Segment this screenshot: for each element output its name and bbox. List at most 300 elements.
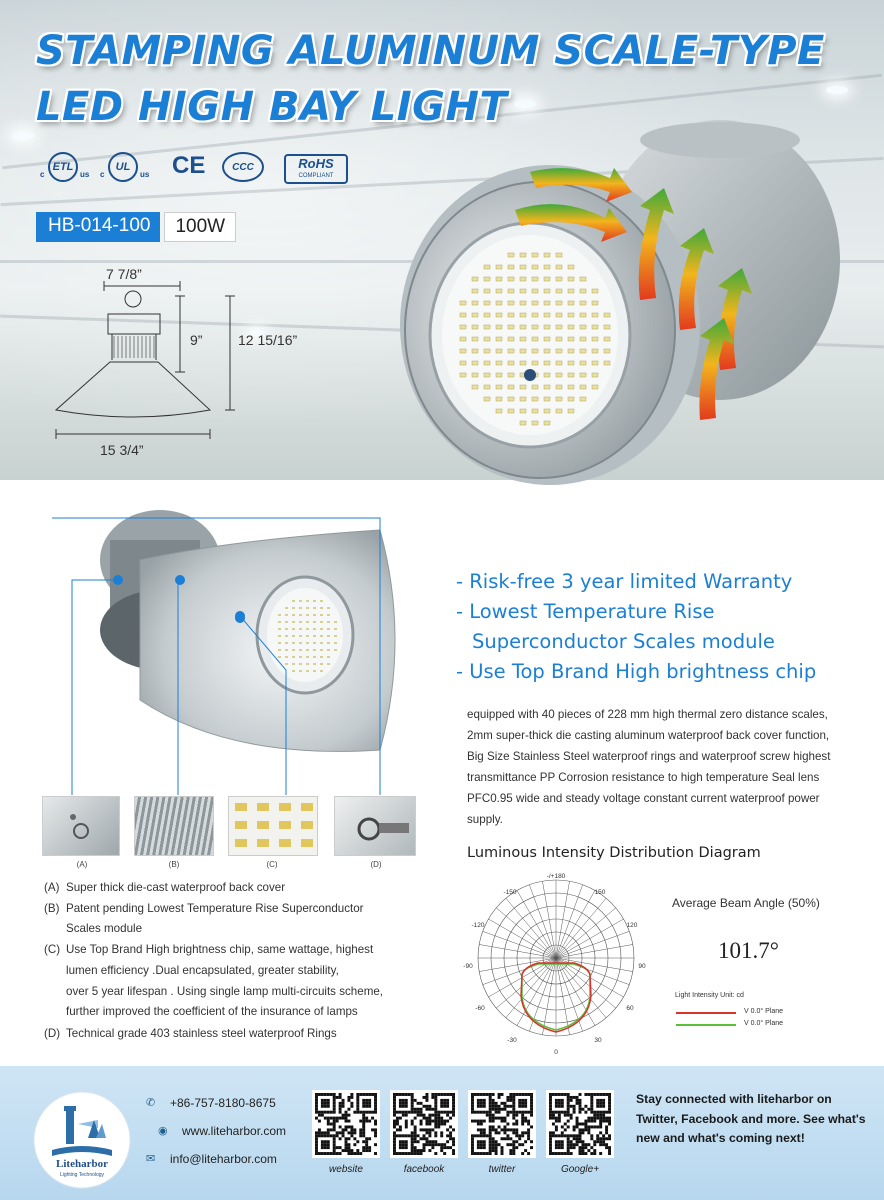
- qr-module: [471, 1152, 474, 1155]
- qr-module: [449, 1117, 452, 1120]
- contact-website[interactable]: www.liteharbor.com: [182, 1124, 287, 1138]
- qr-module: [327, 1131, 330, 1134]
- led-chip: [508, 385, 514, 389]
- qr-module: [570, 1105, 573, 1108]
- qr-module: [339, 1105, 342, 1108]
- hero-banner: [0, 0, 884, 480]
- qr-module: [530, 1111, 533, 1114]
- qr-module: [428, 1128, 431, 1131]
- qr-module: [561, 1146, 564, 1149]
- thumbnail-label-b: (B): [168, 860, 180, 869]
- led-chip: [592, 289, 598, 293]
- qr-module: [506, 1096, 509, 1099]
- qr-module: [530, 1096, 533, 1099]
- qr-module: [552, 1123, 555, 1126]
- qr-module: [558, 1120, 561, 1123]
- qr-module: [399, 1140, 402, 1143]
- qr-module: [549, 1149, 552, 1152]
- qr-module: [605, 1117, 608, 1120]
- qr-module: [425, 1131, 428, 1134]
- qr-module: [587, 1120, 590, 1123]
- qr-module: [327, 1111, 330, 1114]
- thumbnail-c: [228, 796, 318, 856]
- qr-module: [330, 1123, 333, 1126]
- qr-module: [333, 1143, 336, 1146]
- qr-module: [495, 1111, 498, 1114]
- qr-module: [356, 1149, 359, 1152]
- led-chip: [472, 313, 478, 317]
- qr-module: [330, 1093, 333, 1096]
- qr-module: [512, 1131, 515, 1134]
- qr-module: [417, 1108, 420, 1111]
- intensity-unit-label: Light Intensity Unit: cd: [675, 992, 744, 999]
- qr-module: [558, 1143, 561, 1146]
- led-chip: [556, 373, 562, 377]
- qr-module: [549, 1117, 552, 1120]
- qr-module: [483, 1111, 486, 1114]
- led-chip: [568, 409, 574, 413]
- qr-module: [399, 1146, 402, 1149]
- qr-module: [593, 1140, 596, 1143]
- qr-module: [567, 1152, 570, 1155]
- qr-module: [506, 1111, 509, 1114]
- qr-module: [434, 1105, 437, 1108]
- qr-module: [362, 1128, 365, 1131]
- qr-module: [495, 1105, 498, 1108]
- qr-module: [608, 1134, 611, 1137]
- led-chip: [580, 397, 586, 401]
- qr-module: [339, 1102, 342, 1105]
- chip-thumb: [279, 821, 291, 829]
- qr-module: [506, 1143, 509, 1146]
- qr-module: [342, 1131, 345, 1134]
- qr-facebook[interactable]: [390, 1090, 458, 1158]
- qr-module: [359, 1111, 362, 1114]
- spec-d: (D) Technical grade 403 stainless steel waterproof Rings: [44, 1027, 337, 1040]
- led-chip: [532, 337, 538, 341]
- qr-module: [587, 1125, 590, 1128]
- qr-module: [440, 1117, 443, 1120]
- svg-text:-150: -150: [503, 889, 517, 896]
- qr-module: [318, 1152, 321, 1155]
- qr-module: [489, 1093, 492, 1096]
- qr-module: [399, 1117, 402, 1120]
- qr-module: [321, 1146, 324, 1149]
- qr-module: [509, 1105, 512, 1108]
- qr-module: [408, 1134, 411, 1137]
- qr-module: [333, 1128, 336, 1131]
- qr-module: [608, 1093, 611, 1096]
- qr-module: [411, 1099, 414, 1102]
- qr-module: [440, 1146, 443, 1149]
- contact-phone: +86-757-8180-8675: [170, 1096, 276, 1110]
- led-chip: [556, 289, 562, 293]
- qr-module: [549, 1143, 552, 1146]
- led-chip: [460, 349, 466, 353]
- led-chip: [484, 397, 490, 401]
- qr-module: [549, 1137, 552, 1140]
- qr-module: [471, 1096, 474, 1099]
- qr-module: [434, 1114, 437, 1117]
- qr-module: [414, 1140, 417, 1143]
- qr-module: [443, 1123, 446, 1126]
- qr-module: [315, 1102, 318, 1105]
- qr-module: [584, 1152, 587, 1155]
- qr-module: [552, 1093, 555, 1096]
- qr-module: [365, 1149, 368, 1152]
- qr-module: [414, 1131, 417, 1134]
- qr-module: [501, 1108, 504, 1111]
- ul-cert-icon: c UL us: [100, 152, 158, 186]
- qr-module: [503, 1128, 506, 1131]
- qr-module: [570, 1152, 573, 1155]
- qr-module: [501, 1128, 504, 1131]
- qr-module: [425, 1140, 428, 1143]
- qr-module: [434, 1099, 437, 1102]
- qr-module: [374, 1128, 377, 1131]
- qr-module: [590, 1137, 593, 1140]
- qr-module: [518, 1111, 521, 1114]
- qr-module: [527, 1093, 530, 1096]
- led-chip: [496, 373, 502, 377]
- qr-module: [414, 1146, 417, 1149]
- qr-module: [411, 1152, 414, 1155]
- qr-module: [353, 1152, 356, 1155]
- qr-module: [593, 1143, 596, 1146]
- led-chip: [556, 265, 562, 269]
- qr-module: [425, 1123, 428, 1126]
- svg-text:-30: -30: [507, 1037, 517, 1044]
- qr-module: [581, 1149, 584, 1152]
- qr-module: [599, 1143, 602, 1146]
- qr-module: [576, 1099, 579, 1102]
- led-chip: [484, 373, 490, 377]
- led-chip: [604, 361, 610, 365]
- qr-module: [362, 1149, 365, 1152]
- qr-module: [495, 1128, 498, 1131]
- spec-c: (C) Use Top Brand High brightness chip, same wattage, highest: [44, 943, 374, 956]
- qr-module: [605, 1125, 608, 1128]
- qr-module: [608, 1123, 611, 1126]
- qr-module: [483, 1140, 486, 1143]
- svg-text:-/+180: -/+180: [546, 873, 566, 880]
- qr-module: [333, 1108, 336, 1111]
- qr-module: [350, 1128, 353, 1131]
- qr-module: [524, 1149, 527, 1152]
- qr-module: [420, 1111, 423, 1114]
- qr-module: [393, 1102, 396, 1105]
- qr-module: [327, 1099, 330, 1102]
- qr-module: [393, 1114, 396, 1117]
- qr-module: [345, 1143, 348, 1146]
- qr-module: [417, 1114, 420, 1117]
- qr-module: [405, 1102, 408, 1105]
- led-chip: [592, 373, 598, 377]
- qr-module: [396, 1134, 399, 1137]
- led-chip: [568, 325, 574, 329]
- qr-module: [393, 1149, 396, 1152]
- qr-module: [393, 1137, 396, 1140]
- dim-total-height: 12 15/16”: [238, 332, 298, 348]
- qr-module: [405, 1146, 408, 1149]
- qr-twitter[interactable]: [468, 1090, 536, 1158]
- svg-text:0: 0: [554, 1049, 558, 1056]
- led-chip: [508, 313, 514, 317]
- qr-module: [503, 1108, 506, 1111]
- qr-module: [515, 1093, 518, 1096]
- qr-module: [549, 1096, 552, 1099]
- qr-module: [399, 1093, 402, 1096]
- qr-module: [509, 1111, 512, 1114]
- qr-module: [431, 1140, 434, 1143]
- qr-module: [515, 1123, 518, 1126]
- led-chip: [556, 361, 562, 365]
- qr-module: [333, 1125, 336, 1128]
- qr-module: [605, 1128, 608, 1131]
- qr-module: [549, 1134, 552, 1137]
- qr-module: [495, 1143, 498, 1146]
- svg-text:-120: -120: [471, 922, 485, 929]
- qr-module: [555, 1117, 558, 1120]
- qr-module: [428, 1108, 431, 1111]
- qr-module: [474, 1111, 477, 1114]
- qr-module: [339, 1137, 342, 1140]
- qr-module: [596, 1105, 599, 1108]
- qr-module: [471, 1140, 474, 1143]
- qr-module: [315, 1152, 318, 1155]
- qr-module: [515, 1114, 518, 1117]
- qr-module: [605, 1131, 608, 1134]
- qr-module: [489, 1096, 492, 1099]
- qr-module: [396, 1152, 399, 1155]
- led-chip: [520, 421, 526, 425]
- led-chip: [532, 385, 538, 389]
- qr-module: [396, 1111, 399, 1114]
- qr-module: [596, 1137, 599, 1140]
- qr-module: [396, 1117, 399, 1120]
- qr-module: [492, 1108, 495, 1111]
- dim-body-height: 9”: [190, 332, 203, 348]
- qr-module: [423, 1134, 426, 1137]
- qr-module: [333, 1117, 336, 1120]
- qr-module: [345, 1114, 348, 1117]
- chip-thumb: [279, 839, 291, 847]
- qr-module: [590, 1134, 593, 1137]
- led-chip: [568, 349, 574, 353]
- qr-module: [492, 1114, 495, 1117]
- qr-module: [477, 1093, 480, 1096]
- qr-module: [393, 1131, 396, 1134]
- qr-module: [347, 1149, 350, 1152]
- qr-module: [567, 1146, 570, 1149]
- contact-email[interactable]: info@liteharbor.com: [170, 1152, 277, 1166]
- qr-module: [393, 1123, 396, 1126]
- qr-module: [498, 1111, 501, 1114]
- qr-module: [443, 1152, 446, 1155]
- qr-module: [365, 1105, 368, 1108]
- qr-module: [414, 1125, 417, 1128]
- product-description: equipped with 40 pieces of 228 mm high thermal zero distance scales, 2mm super-thick die casting aluminum waterproof back cover function, Big Size Stainless Steel waterproof rings and waterproof screw highest transmittance PP Corrosion resistance to high temperature Seal lens PFC0.95 wide and steady voltage constant current waterproof power supply.: [467, 708, 831, 826]
- qr-module: [347, 1131, 350, 1134]
- qr-module: [437, 1117, 440, 1120]
- qr-module: [339, 1125, 342, 1128]
- qr-module: [489, 1120, 492, 1123]
- qr-module: [336, 1152, 339, 1155]
- qr-module: [474, 1152, 477, 1155]
- qr-module: [584, 1093, 587, 1096]
- qr-module: [330, 1128, 333, 1131]
- led-chip: [544, 397, 550, 401]
- qr-module: [552, 1114, 555, 1117]
- qr-module: [321, 1134, 324, 1137]
- qr-module: [579, 1111, 582, 1114]
- qr-module: [417, 1134, 420, 1137]
- qr-module: [414, 1117, 417, 1120]
- qr-module: [425, 1099, 428, 1102]
- led-chip: [532, 325, 538, 329]
- qr-module: [350, 1105, 353, 1108]
- qr-module: [342, 1134, 345, 1137]
- qr-module: [420, 1108, 423, 1111]
- led-chip: [556, 313, 562, 317]
- qr-module: [503, 1120, 506, 1123]
- qr-website[interactable]: [312, 1090, 380, 1158]
- led-chip: [496, 313, 502, 317]
- qr-module: [564, 1134, 567, 1137]
- qr-module: [374, 1111, 377, 1114]
- led-chip: [484, 289, 490, 293]
- qr-module: [527, 1123, 530, 1126]
- led-chip: [544, 349, 550, 353]
- led-chip: [544, 253, 550, 257]
- chip-thumb: [235, 821, 247, 829]
- qr-module: [561, 1143, 564, 1146]
- led-chip: [460, 361, 466, 365]
- qr-module: [330, 1111, 333, 1114]
- qr-module: [549, 1111, 552, 1114]
- qr-module: [368, 1105, 371, 1108]
- qr-module: [417, 1149, 420, 1152]
- qr-module: [411, 1131, 414, 1134]
- qr-module: [471, 1102, 474, 1105]
- qr-module: [359, 1128, 362, 1131]
- qr-module: [498, 1125, 501, 1128]
- qr-module: [420, 1149, 423, 1152]
- qr-module: [431, 1143, 434, 1146]
- qr-module: [567, 1093, 570, 1096]
- qr-module: [599, 1123, 602, 1126]
- led-chip: [544, 373, 550, 377]
- chip-thumb: [257, 803, 269, 811]
- qr-module: [608, 1120, 611, 1123]
- qr-module: [492, 1102, 495, 1105]
- qr-module: [584, 1143, 587, 1146]
- stay-connected-text: Stay connected with liteharbor on Twitter, Facebook and more. See what's new and what's coming next!: [636, 1092, 866, 1145]
- qr-module: [452, 1102, 455, 1105]
- led-chip: [592, 385, 598, 389]
- led-chip: [520, 289, 526, 293]
- qr-module: [411, 1146, 414, 1149]
- qr-module: [408, 1093, 411, 1096]
- led-chip: [496, 385, 502, 389]
- led-chip: [520, 337, 526, 341]
- qr-module: [420, 1137, 423, 1140]
- qr-module: [345, 1149, 348, 1152]
- qr-module: [512, 1105, 515, 1108]
- led-chip: [508, 277, 514, 281]
- qr-module: [608, 1117, 611, 1120]
- qr-module: [549, 1108, 552, 1111]
- qr-module: [423, 1117, 426, 1120]
- qr-module: [474, 1093, 477, 1096]
- led-chip: [592, 337, 598, 341]
- qr-module: [552, 1111, 555, 1114]
- qr-module: [446, 1102, 449, 1105]
- led-chip: [460, 373, 466, 377]
- qr-module: [402, 1152, 405, 1155]
- led-chip: [496, 301, 502, 305]
- qr-module: [368, 1120, 371, 1123]
- qr-module: [330, 1134, 333, 1137]
- qr-module: [489, 1102, 492, 1105]
- qr-module: [503, 1117, 506, 1120]
- qr-module: [555, 1102, 558, 1105]
- qr-module: [437, 1111, 440, 1114]
- qr-google-plus[interactable]: [546, 1090, 614, 1158]
- led-chip: [568, 361, 574, 365]
- qr-module: [440, 1105, 443, 1108]
- qr-module: [431, 1114, 434, 1117]
- qr-module: [402, 1105, 405, 1108]
- qr-module: [452, 1093, 455, 1096]
- qr-module: [437, 1143, 440, 1146]
- qr-module: [596, 1125, 599, 1128]
- led-chip: [592, 301, 598, 305]
- qr-module: [411, 1143, 414, 1146]
- qr-module: [512, 1123, 515, 1126]
- led-chip: [472, 289, 478, 293]
- qr-module: [579, 1105, 582, 1108]
- qr-module: [411, 1093, 414, 1096]
- led-chip: [568, 397, 574, 401]
- qr-module: [411, 1111, 414, 1114]
- qr-module: [512, 1128, 515, 1131]
- qr-module: [602, 1140, 605, 1143]
- chip-thumb: [235, 803, 247, 811]
- qr-module: [495, 1149, 498, 1152]
- logo-subtext: Lighting Technology: [59, 1172, 105, 1178]
- qr-module: [417, 1152, 420, 1155]
- qr-label-google-plus: Google+: [560, 1164, 600, 1175]
- qr-module: [402, 1111, 405, 1114]
- qr-module: [345, 1125, 348, 1128]
- qr-module: [428, 1105, 431, 1108]
- legend-text-green: V 0.0° Plane: [744, 1020, 783, 1027]
- qr-module: [576, 1125, 579, 1128]
- qr-module: [315, 1093, 318, 1096]
- qr-module: [345, 1137, 348, 1140]
- qr-module: [336, 1096, 339, 1099]
- qr-label-facebook: facebook: [403, 1164, 445, 1175]
- qr-module: [350, 1134, 353, 1137]
- qr-module: [608, 1099, 611, 1102]
- led-chip: [556, 301, 562, 305]
- qr-module: [506, 1105, 509, 1108]
- qr-module: [524, 1131, 527, 1134]
- qr-module: [402, 1146, 405, 1149]
- qr-module: [365, 1143, 368, 1146]
- qr-module: [555, 1134, 558, 1137]
